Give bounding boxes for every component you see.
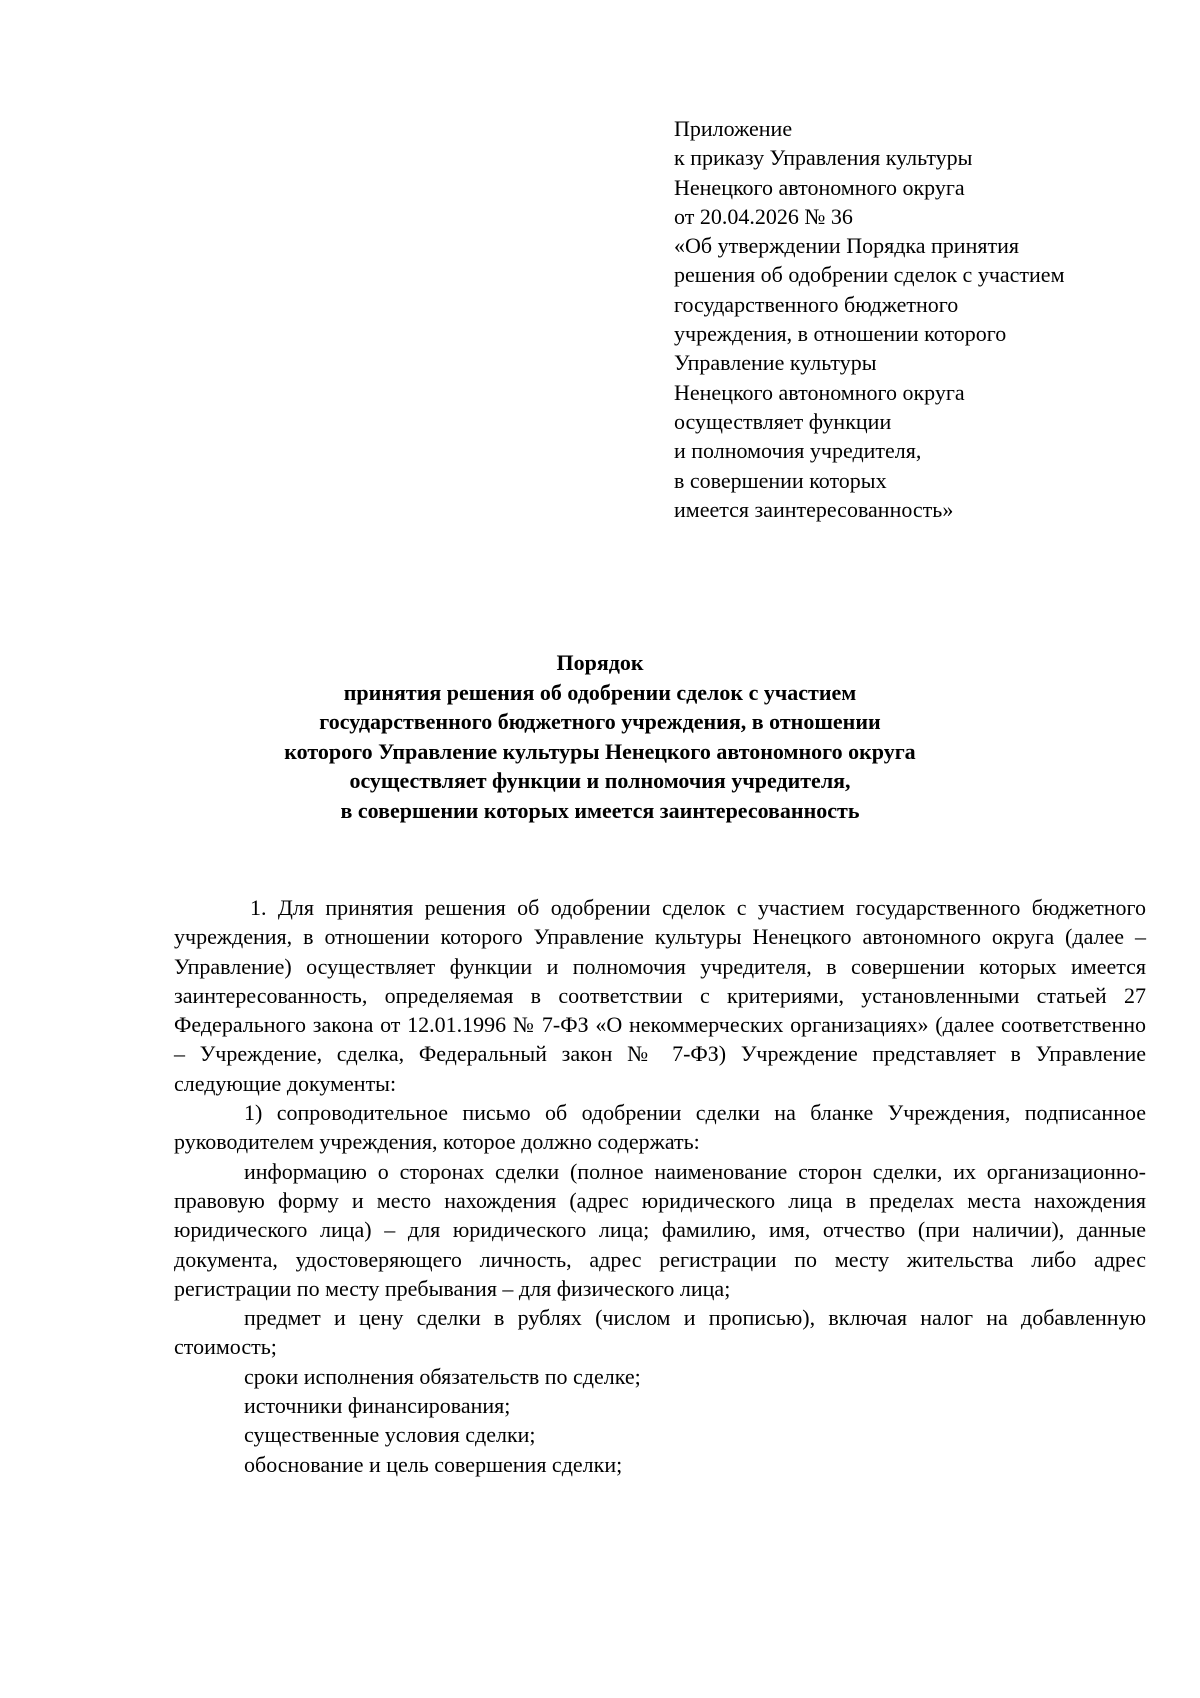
appendix-line: Управление культуры [674,350,877,376]
paragraph-funding-sources: источники финансирования; [244,1393,511,1419]
document-body [174,893,1146,1479]
title-line: которого Управление культуры Ненецкого автономного округа [284,738,916,764]
paragraph-justification: обоснование и цель совершения сделки; [244,1451,623,1477]
appendix-line: осуществляет функции [674,408,892,434]
title-line: принятия решения об одобрении сделок с участием [343,679,857,705]
paragraph-deadlines: сроки исполнения обязательств по сделке; [244,1363,641,1389]
appendix-line: имеется заинтересованность» [674,496,954,522]
appendix-line: «Об утверждении Порядка принятия [674,233,1019,259]
title-line: Порядок [556,650,644,675]
appendix-header [674,114,1174,524]
appendix-line: и полномочия учредителя, [674,438,922,464]
appendix-line: Ненецкого автономного округа [674,379,965,405]
paragraph-essential-terms: существенные условия сделки; [244,1422,536,1448]
document-title [0,648,1200,825]
paragraph-subitem-1: 1) сопроводительное письмо об одобрении сделки на бланке Учреждения, подписанное руководителем учреждения, которое должно содержать: [174,1100,1146,1155]
appendix-line: Ненецкого автономного округа [674,174,965,200]
appendix-line: к приказу Управления культуры [674,145,973,171]
appendix-line: в совершении которых [674,467,887,493]
appendix-line: решения об одобрении сделок с участием [674,262,1065,288]
paragraph-item-1: 1. Для принятия решения об одобрении сделок с участием государственного бюджетного учреждения, в отношении которого Управление культуры Ненецкого автономного округа (далее – Управление) осуществляет функции и полномочия учредителя, в совершении которых имеется заинтересованность, определяемая в соответствии с критериями, установленными статьей 27 Федерального закона от 12.01.1996 № 7-ФЗ «О некоммерческих организациях» (далее соответственно – Учреждение, сделка, Федеральный закон № 7-ФЗ) Учреждение представляет в Управление следующие документы: [174,895,1146,1096]
title-line: в совершении которых имеется заинтересованность [340,797,860,823]
title-line: осуществляет функции и полномочия учредителя, [349,768,851,793]
appendix-line: Приложение [674,116,793,141]
appendix-line: государственного бюджетного [674,291,959,317]
appendix-line: от 20.04.2026 № 36 [674,203,853,229]
paragraph-subject-price: предмет и цену сделки в рублях (числом и прописью), включая налог на добавленную стоимость; [174,1305,1146,1360]
title-line: государственного бюджетного учреждения, в отношении [319,709,881,734]
appendix-line: учреждения, в отношении которого [674,321,1007,347]
paragraph-parties-info: информацию о сторонах сделки (полное наименование сторон сделки, их организационно-правовую форму и место нахождения (адрес юридического лица в пределах места нахождения юридического лица) – для юридического лица; фамилию, имя, отчество (при наличии), данные документа, удостоверяющего личность, адрес регистрации по месту жительства либо адрес регистрации по месту пребывания – для физического лица; [174,1158,1146,1301]
